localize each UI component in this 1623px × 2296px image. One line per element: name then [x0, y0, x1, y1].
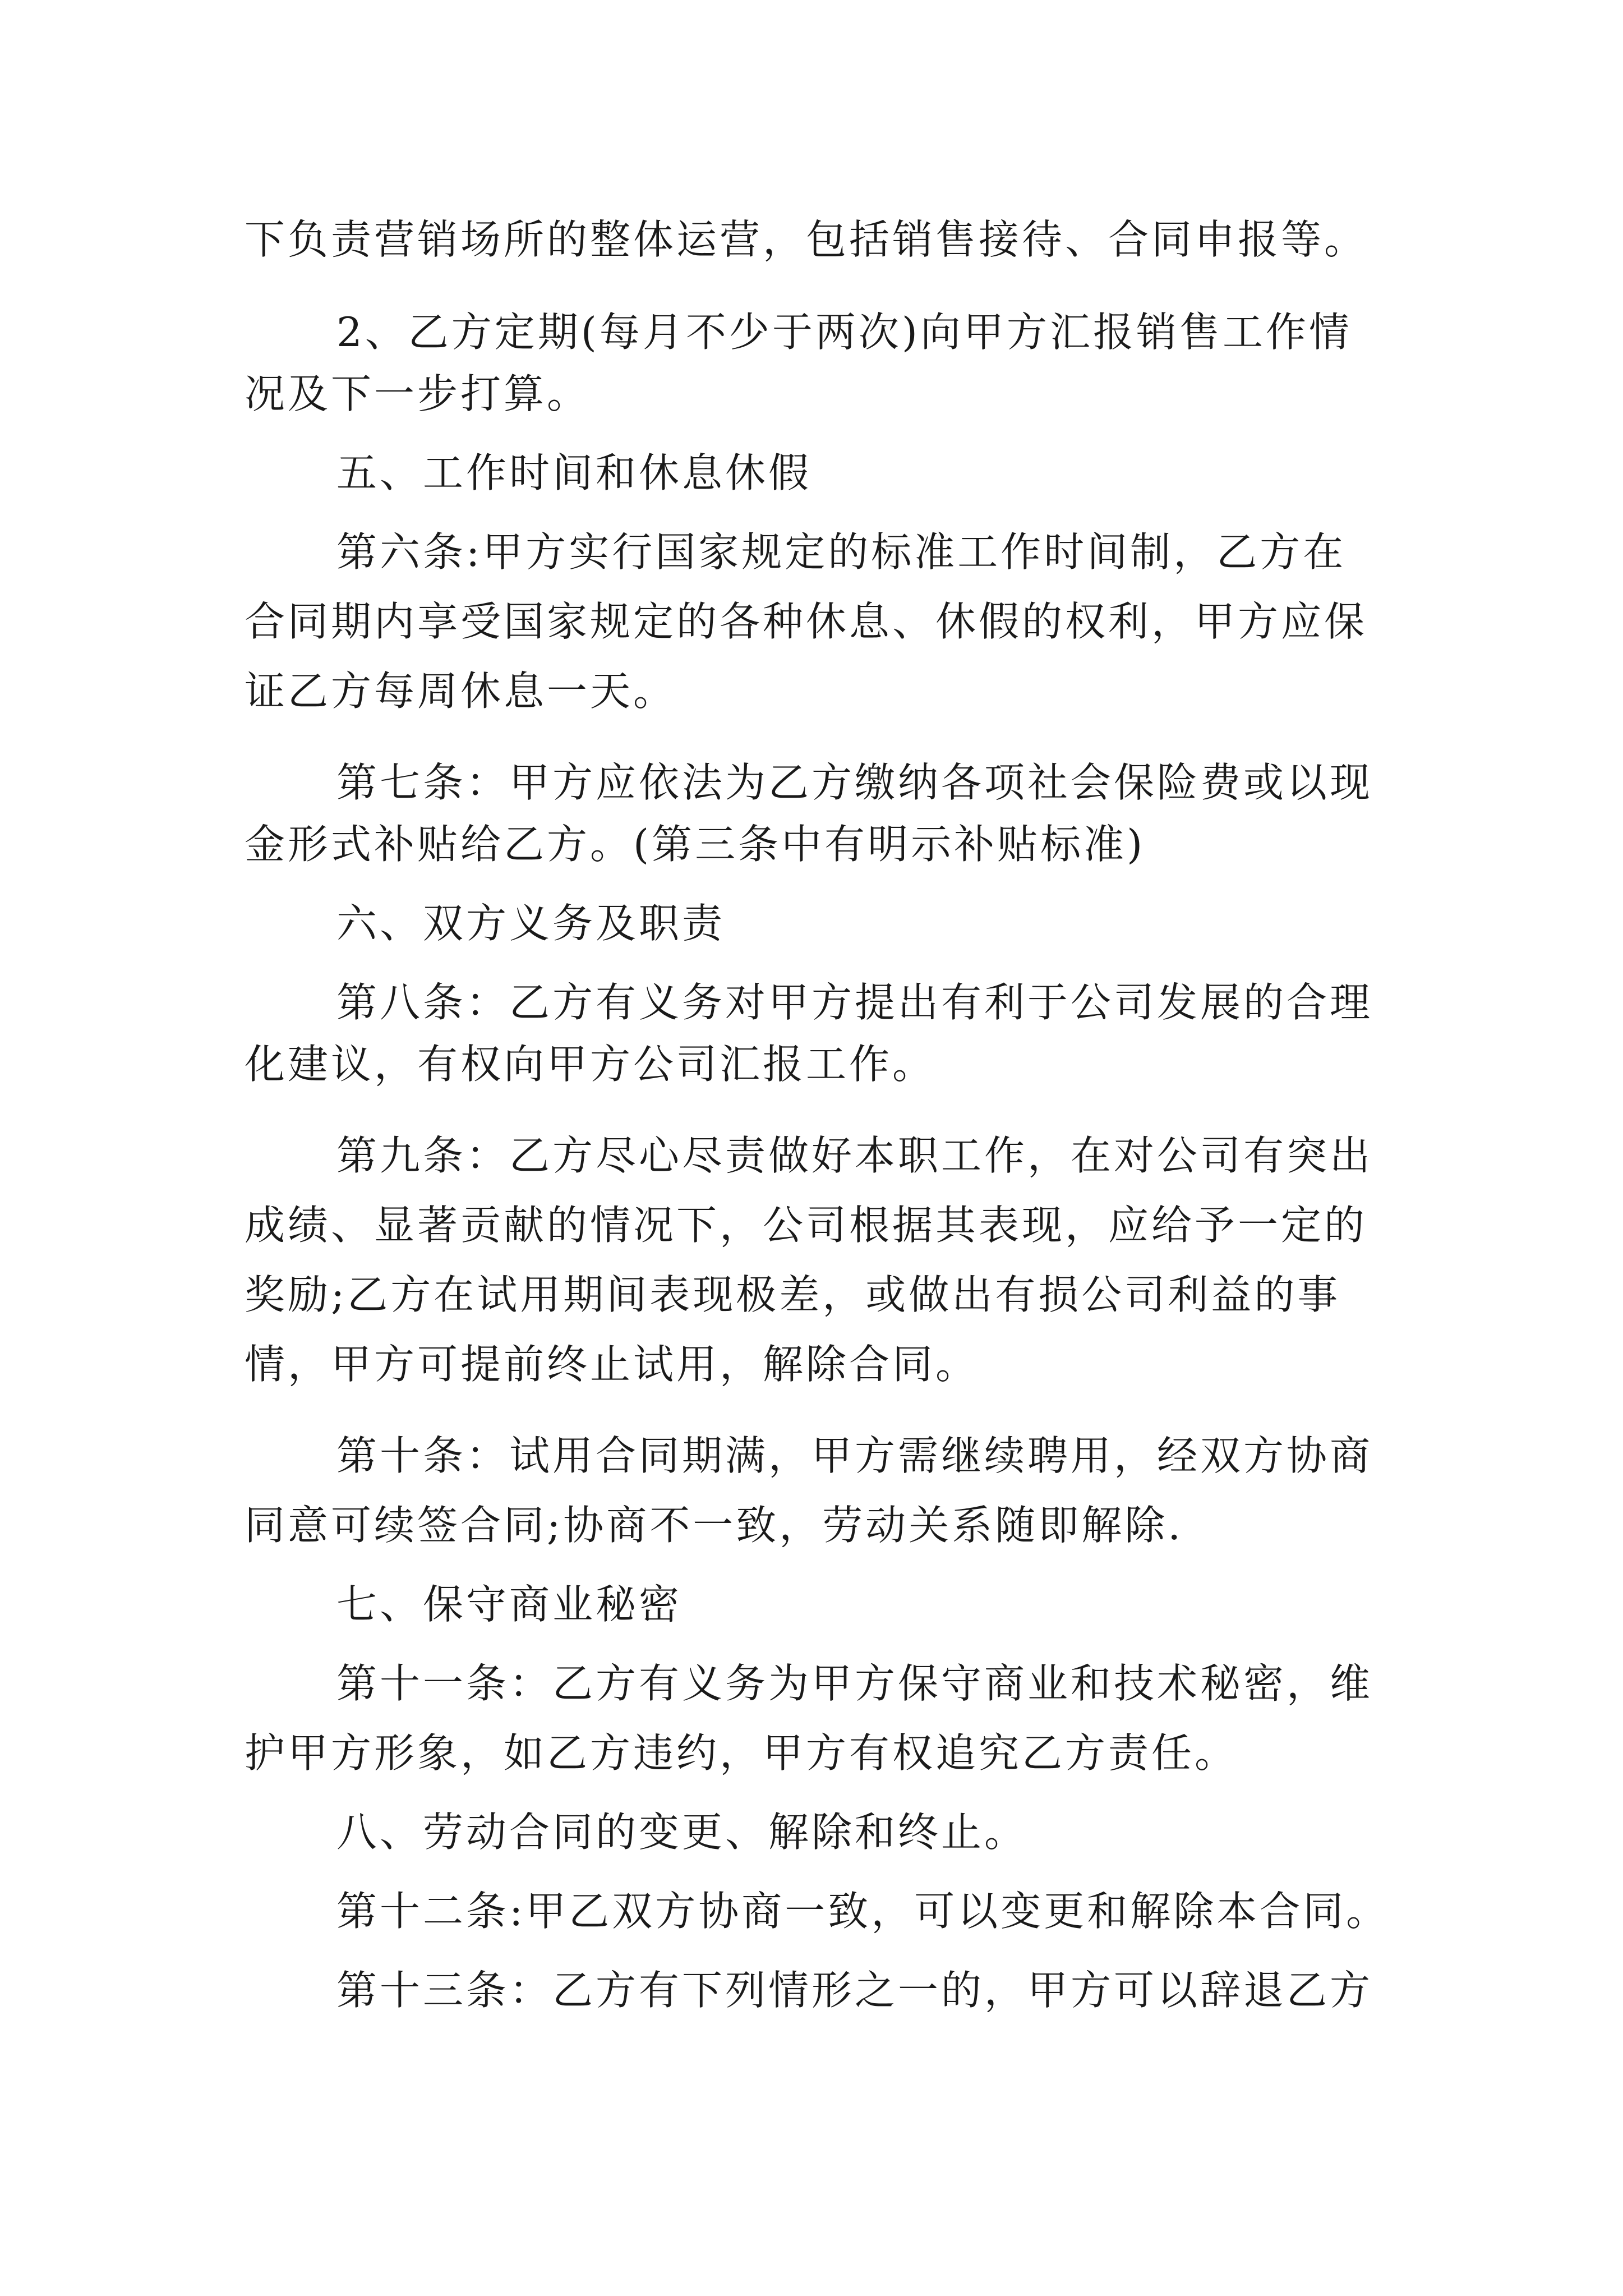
section-heading-5: 五、工作时间和休息休假	[336, 449, 812, 496]
text-line-14: 成绩、显著贡献的情况下，公司根据其表现，应给予一定的	[245, 1202, 1368, 1249]
section-heading-6: 六、双方义务及职责	[336, 900, 726, 947]
text-line-15: 奖励;乙方在试用期间表现极差，或做出有损公司利益的事	[245, 1271, 1341, 1318]
text-line-3: 况及下一步打算。	[245, 370, 591, 417]
text-line-7: 证乙方每周休息一天。	[245, 668, 677, 715]
text-line-11: 第八条：乙方有义务对甲方提出有利于公司发展的合理	[336, 979, 1373, 1026]
text-line-1: 下负责营销场所的整体运营，包括销售接待、合同申报等。	[245, 216, 1368, 263]
text-line-20: 第十一条：乙方有义务为甲方保守商业和技术秘密，维	[336, 1660, 1373, 1707]
text-line-18: 同意可续签合同;协商不一致，劳动关系随即解除.	[245, 1502, 1184, 1549]
text-line-12: 化建议，有权向甲方公司汇报工作。	[245, 1041, 936, 1088]
text-line-6: 合同期内享受国家规定的各种休息、休假的权利，甲方应保	[245, 598, 1368, 645]
section-heading-8: 八、劳动合同的变更、解除和终止。	[336, 1809, 1028, 1856]
text-line-24: 第十三条：乙方有下列情形之一的，甲方可以辞退乙方	[336, 1967, 1373, 2014]
text-line-9: 金形式补贴给乙方。(第三条中有明示补贴标准)	[245, 821, 1146, 868]
text-line-16: 情，甲方可提前终止试用，解除合同。	[245, 1341, 979, 1388]
text-line-13: 第九条：乙方尽心尽责做好本职工作，在对公司有突出	[336, 1132, 1373, 1179]
text-line-23: 第十二条:甲乙双方协商一致，可以变更和解除本合同。	[336, 1888, 1390, 1935]
text-line-17: 第十条：试用合同期满，甲方需继续聘用，经双方协商	[336, 1432, 1373, 1479]
text-line-8: 第七条：甲方应依法为乙方缴纳各项社会保险费或以现	[336, 759, 1373, 806]
text-line-5: 第六条:甲方实行国家规定的标准工作时间制，乙方在	[336, 528, 1347, 576]
text-line-2: 2、乙方定期(每月不少于两次)向甲方汇报销售工作情	[336, 309, 1352, 356]
section-heading-7: 七、保守商业秘密	[336, 1581, 683, 1628]
text-line-21: 护甲方形象，如乙方违约，甲方有权追究乙方责任。	[245, 1729, 1238, 1777]
